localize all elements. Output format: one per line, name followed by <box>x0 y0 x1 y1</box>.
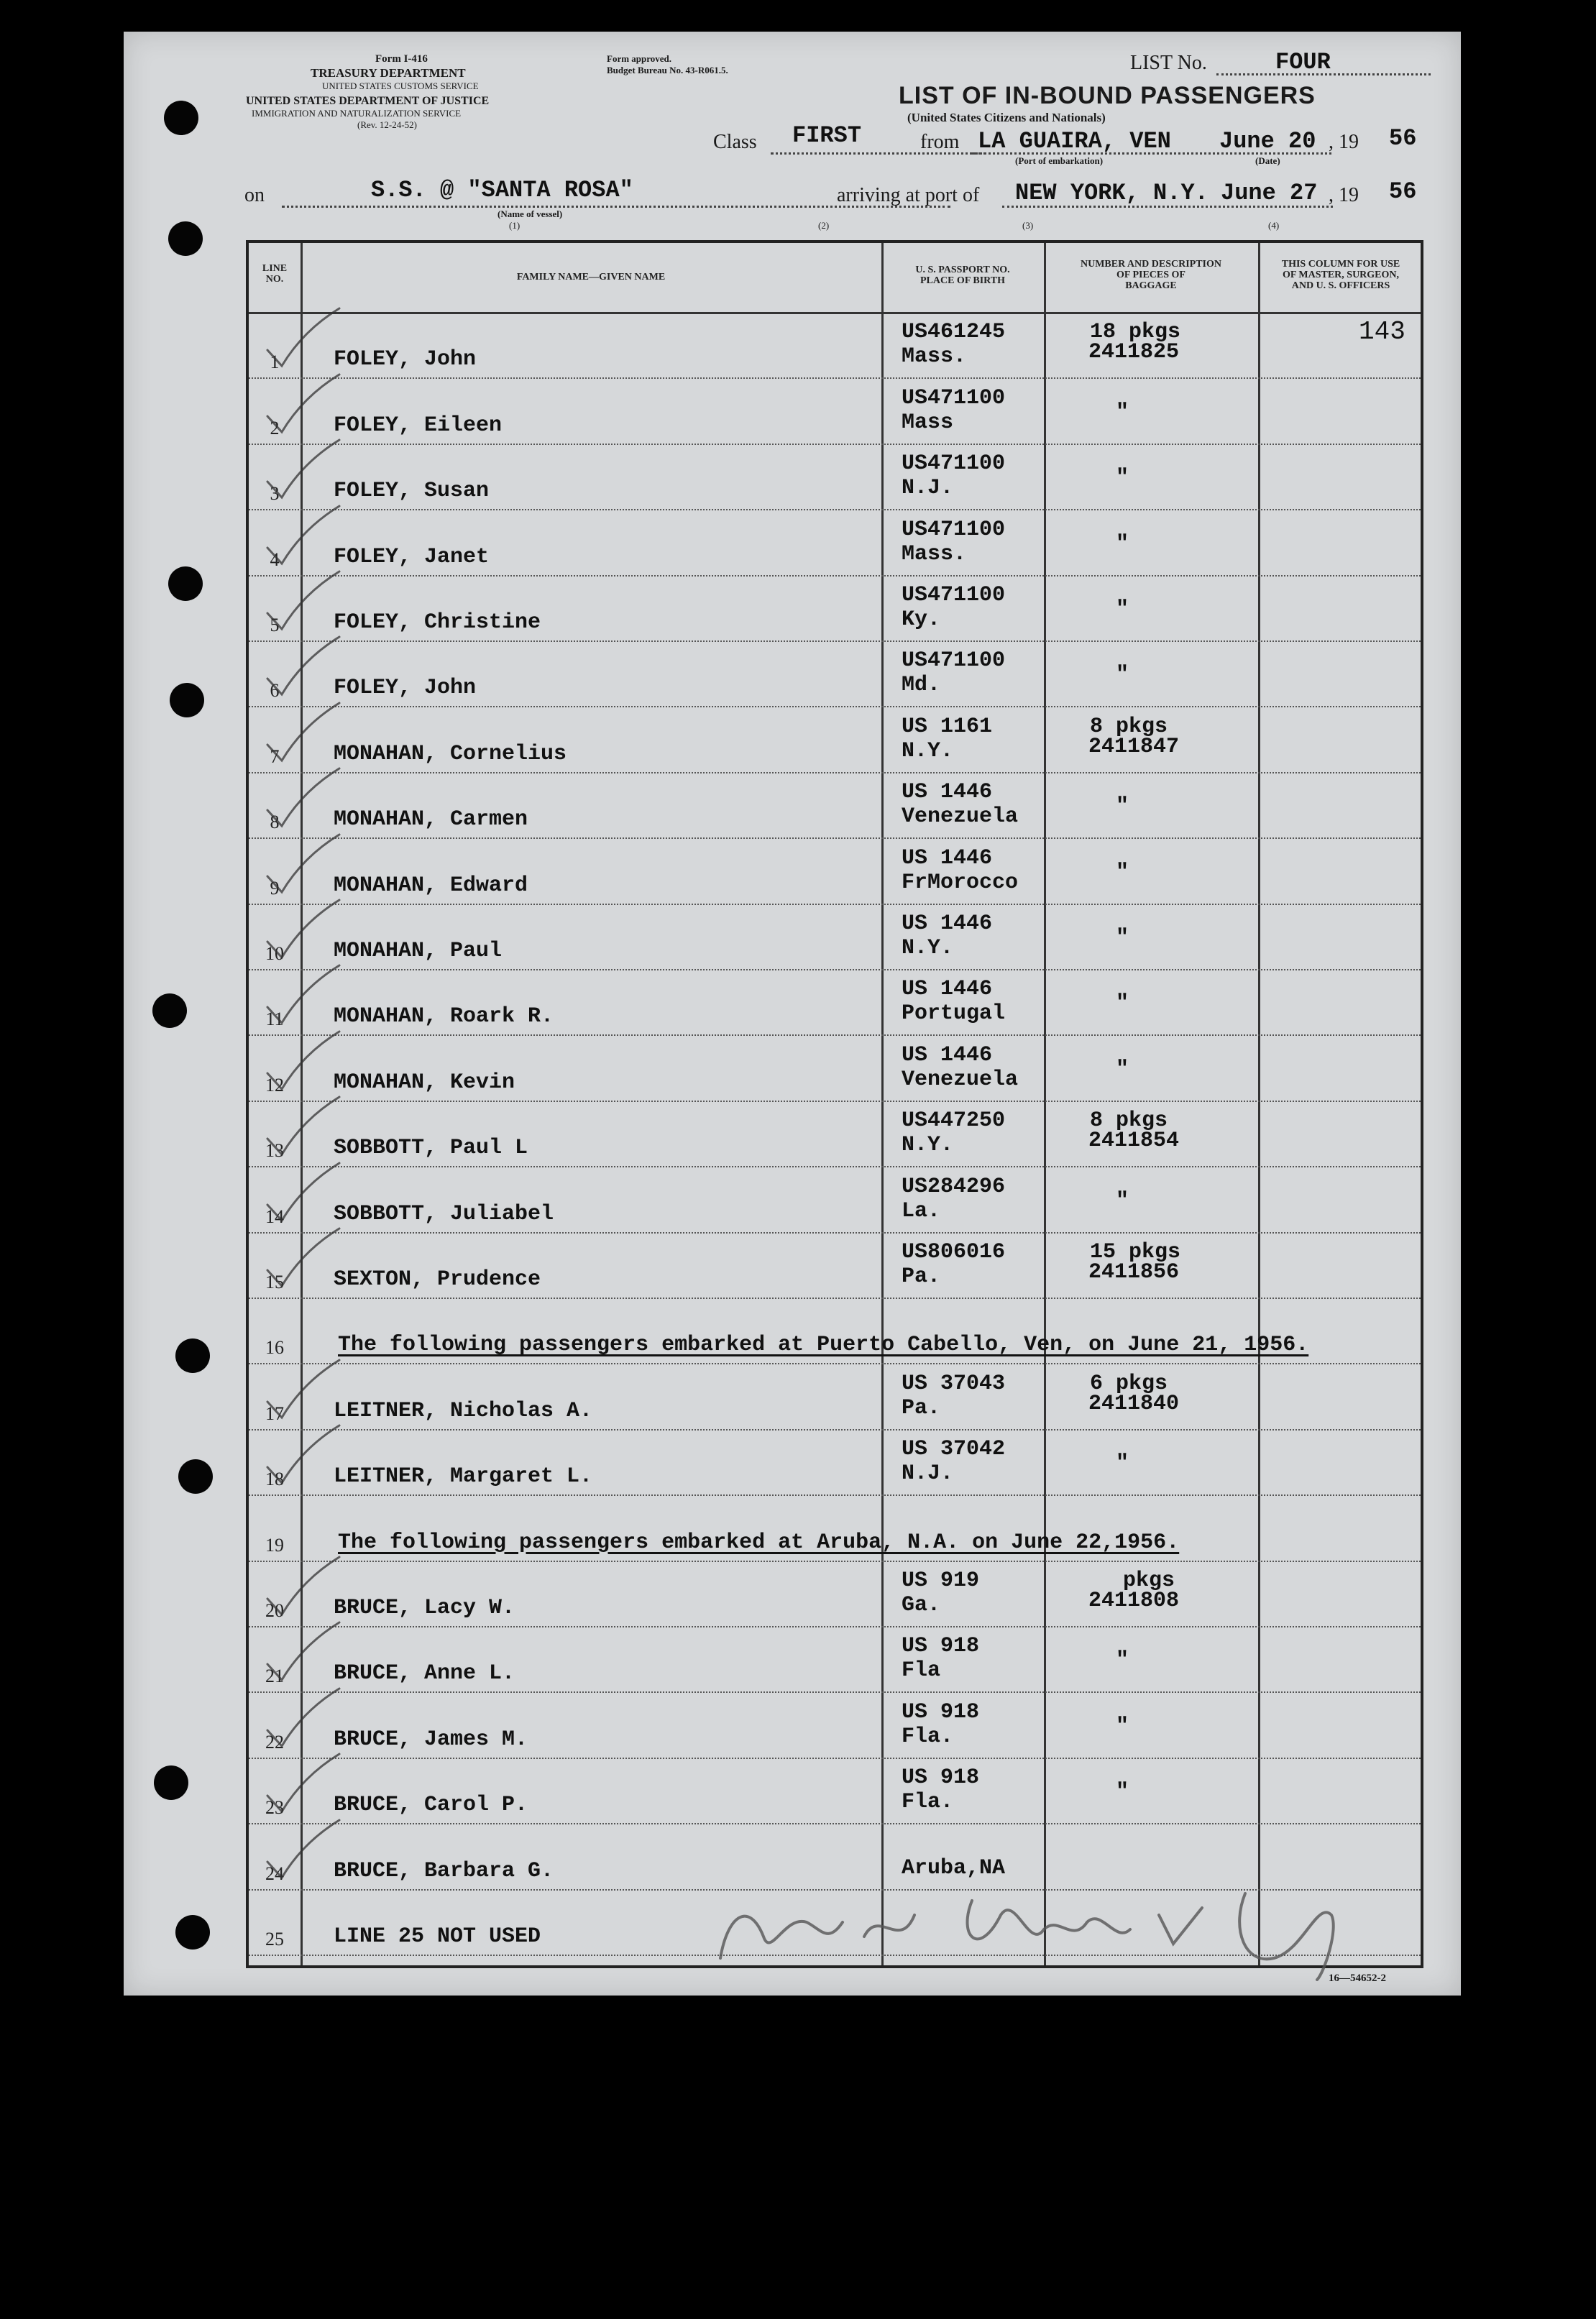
inspector-signature <box>699 1872 1403 1987</box>
arrival-year: 56 <box>1389 178 1417 205</box>
baggage-count: " <box>1116 991 1129 1016</box>
passenger-name: FOLEY, Eileen <box>334 413 503 438</box>
baggage-tag: 2411840 <box>1088 1391 1180 1416</box>
check-mark-icon <box>263 1817 342 1882</box>
row-number: 5 <box>270 614 280 635</box>
row-number: 14 <box>265 1206 284 1227</box>
place-of-birth: Mass. <box>902 344 967 369</box>
row-number: 1 <box>270 352 280 373</box>
passenger-name: BRUCE, Barbara G. <box>334 1858 554 1883</box>
baggage-count: " <box>1116 466 1129 491</box>
row-number: 10 <box>265 942 284 964</box>
place-of-birth: Venezuela <box>902 1067 1019 1092</box>
passport-number: US 37043 <box>902 1371 1006 1396</box>
row-number: 18 <box>265 1469 284 1490</box>
col3-number: (3) <box>1022 220 1034 231</box>
embark-year-prefix: , 19 <box>1329 131 1359 153</box>
row-number: 4 <box>270 548 280 570</box>
passport-number: US461245 <box>902 320 1006 345</box>
baggage-count: 8 pkgs <box>1090 1108 1168 1134</box>
passport-number: US284296 <box>902 1174 1006 1199</box>
row-number: 9 <box>270 877 280 899</box>
passport-number: US471100 <box>902 385 1006 410</box>
embark-date: June 20 <box>1219 128 1316 155</box>
table-row <box>249 1235 1421 1300</box>
row-number: 2 <box>270 417 280 438</box>
baggage-count: " <box>1116 1648 1129 1673</box>
baggage-count: " <box>1116 1188 1129 1213</box>
date-caption: (Date) <box>1255 155 1280 166</box>
passenger-name: SOBBOTT, Juliabel <box>334 1201 554 1226</box>
passport-number: US806016 <box>902 1239 1006 1264</box>
passenger-name: FOLEY, John <box>334 347 477 372</box>
place-of-birth: Mass <box>902 410 954 435</box>
passport-number: US 918 <box>902 1699 980 1725</box>
table-row <box>249 1760 1421 1826</box>
vessel-caption: (Name of vessel) <box>497 208 563 219</box>
row-number: 12 <box>265 1074 284 1096</box>
place-of-birth: La. <box>902 1198 941 1223</box>
place-of-birth: N.Y. <box>902 935 954 960</box>
place-of-birth: N.Y. <box>902 1133 954 1158</box>
check-mark-icon <box>263 700 342 765</box>
place-of-birth: Pa. <box>902 1264 941 1289</box>
passenger-name: SOBBOTT, Paul L <box>334 1136 528 1161</box>
passenger-name: FOLEY, Susan <box>334 479 490 504</box>
table-row <box>249 1694 1421 1760</box>
baggage-count: " <box>1116 860 1129 885</box>
arrival-date: June 27 <box>1221 180 1318 206</box>
table-row <box>249 1497 1421 1563</box>
baggage-count: " <box>1116 1057 1129 1082</box>
table-row <box>249 775 1421 840</box>
baggage-count: " <box>1116 794 1129 819</box>
passenger-name: The following passengers embarked at Aruba, N.A. on June 22,1956. <box>338 1530 1180 1555</box>
passport-number: US471100 <box>902 648 1006 674</box>
passport-number: US 919 <box>902 1568 980 1593</box>
passenger-name: FOLEY, John <box>334 676 477 701</box>
check-mark-icon <box>263 832 342 896</box>
col-header-baggage: NUMBER AND DESCRIPTION OF PIECES OF BAGGAGE <box>1080 259 1222 291</box>
passenger-name: SEXTON, Prudence <box>334 1267 541 1292</box>
from-label: from <box>920 131 960 153</box>
row-number: 17 <box>265 1402 284 1424</box>
passport-number: US471100 <box>902 582 1006 607</box>
baggage-count: 18 pkgs <box>1090 320 1181 345</box>
binder-hole <box>175 1338 210 1373</box>
baggage-count: 6 pkgs <box>1090 1371 1168 1396</box>
place-of-birth: Pa. <box>902 1395 941 1420</box>
table-row <box>249 972 1421 1037</box>
check-mark-icon <box>263 437 342 502</box>
table-row <box>249 906 1421 972</box>
budget-bureau: Budget Bureau No. 43-R061.5. <box>607 65 728 75</box>
port-caption: (Port of embarkation) <box>1015 155 1104 166</box>
passenger-name: MONAHAN, Kevin <box>334 1070 515 1095</box>
passenger-name: FOLEY, Christine <box>334 610 541 635</box>
table-row <box>249 446 1421 512</box>
check-mark-icon <box>263 1751 342 1816</box>
form-approved: Form approved. <box>607 53 672 64</box>
table-row <box>249 1300 1421 1366</box>
passport-number: US 1446 <box>902 911 993 936</box>
baggage-count: " <box>1116 597 1129 622</box>
table-row <box>249 512 1421 577</box>
binder-hole <box>164 101 198 135</box>
row-number: 8 <box>270 812 280 833</box>
embark-port: LA GUAIRA, VEN <box>978 128 1171 155</box>
binder-hole <box>154 1765 188 1800</box>
passenger-name: MONAHAN, Edward <box>334 873 528 898</box>
place-of-birth: Md. <box>902 673 941 698</box>
table-row <box>249 380 1421 446</box>
passenger-table <box>246 240 1423 1968</box>
arriving-label: arriving at port of <box>837 184 980 206</box>
place-of-birth: Fla <box>902 1658 941 1684</box>
baggage-count: pkgs <box>1123 1568 1175 1593</box>
col2-number: (2) <box>818 220 830 231</box>
place-of-birth: Portugal <box>902 1001 1006 1027</box>
baggage-tag: 2411854 <box>1088 1129 1180 1154</box>
row-number: 7 <box>270 745 280 767</box>
row-number: 22 <box>265 1731 284 1753</box>
check-mark-icon <box>263 1554 342 1619</box>
table-row <box>249 1103 1421 1169</box>
baggage-count: " <box>1116 1714 1129 1739</box>
passenger-name: MONAHAN, Roark R. <box>334 1004 554 1029</box>
table-row <box>249 315 1421 380</box>
manifest-sheet <box>124 32 1461 1996</box>
passport-number: US471100 <box>902 517 1006 542</box>
page-subtitle: (United States Citizens and Nationals) <box>907 111 1106 124</box>
place-of-birth: Fla. <box>902 1724 954 1749</box>
justice-dept: UNITED STATES DEPARTMENT OF JUSTICE <box>246 95 490 107</box>
row-number: 16 <box>265 1337 284 1359</box>
row-number: 13 <box>265 1140 284 1162</box>
table-row <box>249 1629 1421 1694</box>
table-row <box>249 1366 1421 1431</box>
binder-hole <box>175 1915 210 1950</box>
binder-hole <box>152 993 187 1028</box>
passenger-name: MONAHAN, Carmen <box>334 807 528 832</box>
check-mark-icon <box>263 306 342 370</box>
baggage-count: 8 pkgs <box>1090 714 1168 739</box>
passport-number: US 1446 <box>902 1042 993 1067</box>
row-number: 15 <box>265 1271 284 1292</box>
place-of-birth: Mass. <box>902 541 967 566</box>
check-mark-icon <box>263 634 342 699</box>
check-mark-icon <box>263 503 342 568</box>
treasury-dept: TREASURY DEPARTMENT <box>311 66 466 80</box>
passport-number: US471100 <box>902 451 1006 477</box>
check-mark-icon <box>263 1160 342 1225</box>
binder-hole <box>168 566 203 601</box>
passport-number: US 1161 <box>902 714 993 739</box>
page-title: LIST OF IN-BOUND PASSENGERS <box>899 82 1316 109</box>
baggage-count: " <box>1116 663 1129 688</box>
row-number: 11 <box>265 1009 284 1030</box>
row-number: 3 <box>270 483 280 505</box>
baggage-count: " <box>1116 1451 1129 1477</box>
baggage-tag: 2411847 <box>1088 734 1180 759</box>
check-mark-icon <box>263 372 342 436</box>
table-row <box>249 1563 1421 1629</box>
row-number: 20 <box>265 1599 284 1621</box>
place-of-birth: N.J. <box>902 476 954 501</box>
row-number: 19 <box>265 1534 284 1556</box>
col-header-name: FAMILY NAME—GIVEN NAME <box>516 272 666 283</box>
passport-number: US 918 <box>902 1634 980 1659</box>
baggage-tag: 2411856 <box>1088 1259 1180 1285</box>
col-header-officers: THIS COLUMN FOR USE OF MASTER, SURGEON, AND U. S. OFFICERS <box>1281 259 1400 291</box>
baggage-tag: 2411808 <box>1088 1588 1180 1613</box>
check-mark-icon <box>263 897 342 962</box>
passport-number: US 1446 <box>902 977 993 1002</box>
table-row <box>249 709 1421 774</box>
baggage-count: " <box>1116 531 1129 556</box>
table-row <box>249 1037 1421 1103</box>
check-mark-icon <box>263 963 342 1027</box>
baggage-count: " <box>1116 925 1129 950</box>
place-of-birth: N.J. <box>902 1461 954 1487</box>
binder-hole <box>178 1459 213 1494</box>
binder-hole <box>170 683 204 717</box>
passport-number: US447250 <box>902 1108 1006 1134</box>
passenger-name: BRUCE, James M. <box>334 1727 528 1752</box>
passport-number: US 1446 <box>902 845 993 871</box>
on-label: on <box>244 184 265 206</box>
officer-note: 143 <box>1359 317 1405 347</box>
place-of-birth: Fla. <box>902 1790 954 1815</box>
baggage-count: " <box>1116 400 1129 425</box>
col4-number: (4) <box>1268 220 1280 231</box>
place-of-birth: Ky. <box>902 607 941 632</box>
binder-hole <box>168 221 203 256</box>
passenger-name: BRUCE, Lacy W. <box>334 1595 515 1620</box>
baggage-tag: 2411825 <box>1088 340 1180 365</box>
list-no-label: LIST No. <box>1130 52 1207 74</box>
embark-year: 56 <box>1389 125 1417 152</box>
class-value: FIRST <box>792 122 862 149</box>
footer-code: 16—54652-2 <box>1329 1973 1386 1984</box>
row-number: 25 <box>265 1928 284 1950</box>
place-of-birth: FrMorocco <box>902 870 1019 895</box>
check-mark-icon <box>263 1620 342 1684</box>
place-of-birth: Venezuela <box>902 804 1019 830</box>
table-row <box>249 840 1421 906</box>
passenger-name: The following passengers embarked at Puerto Cabello, Ven, on June 21, 1956. <box>338 1333 1309 1358</box>
passenger-name: BRUCE, Anne L. <box>334 1661 515 1686</box>
row-number: 24 <box>265 1863 284 1884</box>
table-row <box>249 578 1421 643</box>
passenger-name: FOLEY, Janet <box>334 544 490 569</box>
form-revision: (Rev. 12-24-52) <box>357 119 417 130</box>
check-mark-icon <box>263 1226 342 1290</box>
signature-text <box>1058 1965 1064 1966</box>
row-number: 21 <box>265 1666 284 1687</box>
list-no-value: FOUR <box>1275 49 1331 75</box>
passport-number: US 1446 <box>902 780 993 805</box>
col-header-passport: U. S. PASSPORT NO. PLACE OF BIRTH <box>915 265 1010 286</box>
place-of-birth: Ga. <box>902 1592 941 1617</box>
class-label: Class <box>713 131 757 153</box>
check-mark-icon <box>263 1029 342 1093</box>
passenger-name: BRUCE, Carol P. <box>334 1793 528 1818</box>
arrival-port: NEW YORK, N.Y. <box>1015 180 1209 206</box>
passport-number: US 37042 <box>902 1437 1006 1462</box>
passport-number: US 918 <box>902 1765 980 1791</box>
check-mark-icon <box>263 766 342 830</box>
arrival-year-prefix: , 19 <box>1329 184 1359 206</box>
table-row <box>249 1432 1421 1497</box>
passenger-name: MONAHAN, Cornelius <box>334 741 567 766</box>
row-number: 23 <box>265 1797 284 1819</box>
table-row <box>249 643 1421 709</box>
passenger-name: MONAHAN, Paul <box>334 938 503 963</box>
passenger-name: LEITNER, Margaret L. <box>334 1464 593 1489</box>
col1-number: (1) <box>509 220 520 231</box>
row-number: 6 <box>270 680 280 702</box>
baggage-count: " <box>1116 1780 1129 1805</box>
check-mark-icon <box>263 569 342 633</box>
place-of-birth: Aruba,NA <box>902 1855 1006 1881</box>
check-mark-icon <box>263 1423 342 1487</box>
customs-service: UNITED STATES CUSTOMS SERVICE <box>322 81 479 91</box>
vessel-name: S.S. @ "SANTA ROSA" <box>371 177 633 203</box>
check-mark-icon <box>263 1094 342 1159</box>
check-mark-icon <box>263 1357 342 1422</box>
passenger-name: LEITNER, Nicholas A. <box>334 1398 593 1423</box>
baggage-count: 15 pkgs <box>1090 1239 1181 1264</box>
immigration-service: IMMIGRATION AND NATURALIZATION SERVICE <box>252 108 462 119</box>
place-of-birth: N.Y. <box>902 738 954 763</box>
table-row <box>249 1169 1421 1234</box>
form-number: Form I-416 <box>375 53 428 65</box>
check-mark-icon <box>263 1686 342 1750</box>
col-header-line: LINE NO. <box>262 263 288 285</box>
passenger-name: LINE 25 NOT USED <box>334 1924 541 1949</box>
